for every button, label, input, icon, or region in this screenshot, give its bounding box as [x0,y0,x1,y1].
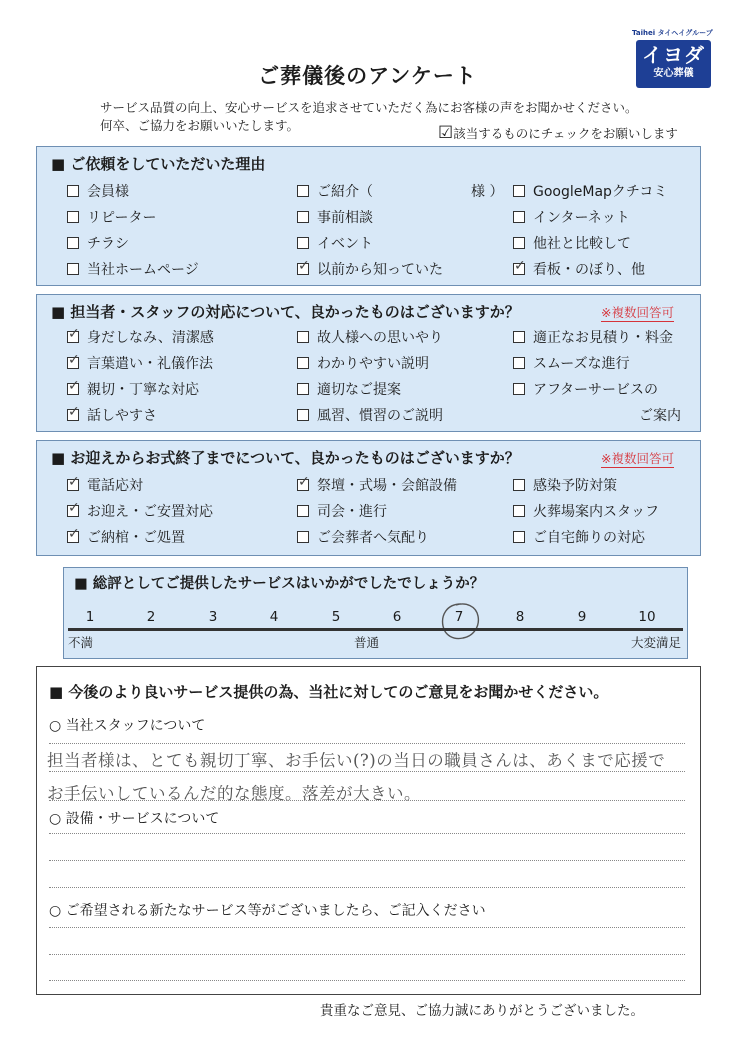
checkbox-icon[interactable] [513,531,525,543]
scale-number[interactable]: 6 [392,609,402,625]
checkbox-icon[interactable] [67,531,79,543]
staff-comment-line-1[interactable]: 担当者様は、とても親切丁寧、お手伝い(?)の当日の職員さんは、あくまで応援で [47,751,666,770]
checkbox-icon[interactable] [297,479,309,491]
q3-option[interactable]: ✓ご納棺・ご処置 [67,529,185,547]
writing-line [49,927,685,928]
scale-number[interactable]: 1 [85,609,95,625]
scale-mid-label: 普通 [354,635,380,650]
scale-number[interactable]: 9 [577,609,587,625]
logo-tagline: 安心葬儀 [653,68,694,79]
check-note-text: 該当するものにチェックをお願いします [453,126,678,141]
q3-option[interactable]: ✓お迎え・ご安置対応 [67,503,213,521]
q1-option[interactable]: ご紹介（ 様 ） [297,183,503,201]
checkbox-icon[interactable] [297,383,309,395]
writing-line [49,954,685,955]
writing-line [49,800,685,801]
q1-option[interactable]: チラシ [67,235,129,253]
q3-panel [36,440,701,556]
q2-option[interactable]: わかりやすい説明 [297,355,429,373]
checkbox-icon[interactable] [513,331,525,343]
checkbox-icon[interactable] [297,531,309,543]
q3-option[interactable]: ご自宅飾りの対応 [513,529,645,547]
q2-option[interactable]: ✓親切・丁寧な対応 [67,381,199,399]
checkbox-icon[interactable] [513,505,525,517]
feedback-heading: ■ 今後のより良いサービス提供の為、当社に対してのご意見をお聞かせください。 [49,683,609,701]
checkbox-icon[interactable] [513,263,525,275]
checkbox-icon[interactable] [297,409,309,421]
q2-heading: ■ 担当者・スタッフの対応について、良かったものはございますか？ [51,303,520,321]
checkbox-icon[interactable] [513,211,525,223]
q3-option[interactable]: 感染予防対策 [513,477,617,495]
q4-heading: ■ 総評としてご提供したサービスはいかがでしたでしょうか？ [74,576,485,592]
q2-option[interactable]: アフターサービスの [513,381,658,399]
writing-line [49,833,685,834]
scale-number[interactable]: 8 [515,609,525,625]
q1-heading: ■ ご依頼をしていただいた理由 [51,155,266,173]
staff-label: ○ 当社スタッフについて [49,718,206,734]
checkbox-icon[interactable] [67,357,79,369]
checkbox-icon[interactable] [67,383,79,395]
q4-panel [63,567,688,659]
scale-line [68,628,683,631]
facility-label: ○ 設備・サービスについて [49,811,220,827]
scale-number[interactable]: 2 [146,609,156,625]
q2-option[interactable]: 風習、慣習のご説明 [297,407,443,425]
page-title: ご葬儀後のアンケート [258,64,477,88]
q1-option[interactable]: 他社と比較して [513,235,631,253]
checkbox-icon[interactable] [67,409,79,421]
checkbox-icon[interactable] [67,479,79,491]
q1-option[interactable]: 会員様 [67,183,129,201]
thanks-text: 貴重なご意見、ご協力誠にありがとうございました。 [320,1003,644,1019]
check-mark-icon: ☑ [438,123,454,143]
feedback-panel [36,666,701,995]
intro-line-2: 何卒、ご協力をお願いいたします。 [100,118,300,133]
q1-option[interactable]: インターネット [513,209,630,227]
q2-option[interactable]: 故人様への思いやり [297,329,443,347]
check-note [438,123,678,143]
q2-option-continuation: ご案内 [639,408,681,424]
scale-number[interactable]: 5 [331,609,341,625]
q1-option[interactable]: ✓ 以前から知っていた [297,261,443,279]
q2-multi-note: ※複数回答可 [601,305,674,320]
selection-circle-icon [436,598,486,646]
checkbox-icon[interactable] [513,383,525,395]
staff-comment-line-2[interactable]: お手伝いしているんだ的な態度。落差が大きい。 [47,784,421,803]
q2-option[interactable]: ✓話しやすさ [67,407,157,425]
checkbox-icon[interactable] [67,237,79,249]
logo-name: イヨダ [642,43,705,67]
q1-option[interactable]: GoogleMapクチコミ [513,183,667,201]
q1-option[interactable]: ✓ 看板・のぼり、他 [513,261,645,279]
q1-option[interactable]: 事前相談 [297,209,373,227]
checkbox-icon[interactable] [67,263,79,275]
q1-panel [36,146,701,286]
writing-line [49,860,685,861]
checkbox-icon[interactable] [67,331,79,343]
checkbox-icon[interactable] [297,185,309,197]
q3-option[interactable]: ✓ 祭壇・式場・会館設備 [297,477,457,495]
q3-option[interactable]: 司会・進行 [297,503,387,521]
writing-line [49,980,685,981]
checkbox-icon[interactable] [297,237,309,249]
checkbox-icon[interactable] [297,357,309,369]
checkbox-icon[interactable] [513,357,525,369]
checkbox-icon[interactable] [513,479,525,491]
checkbox-icon[interactable] [297,331,309,343]
q2-option[interactable]: 適切なご提案 [297,381,401,399]
q3-option[interactable]: 火葬場案内スタッフ [513,503,659,521]
q1-option[interactable]: リピーター [67,209,156,227]
writing-line [49,887,685,888]
q1-option[interactable]: 当社ホームページ [67,261,199,279]
scale-low-label: 不満 [68,635,94,650]
q2-option[interactable]: ✓身だしなみ、清潔感 [67,329,214,347]
writing-line [49,771,685,772]
q2-option[interactable]: 適正なお見積り・料金 [513,329,673,347]
q3-option[interactable]: ご会葬者へ気配り [297,529,429,547]
scale-number[interactable]: 10 [638,609,656,625]
q2-option[interactable]: スムーズな進行 [513,355,630,373]
q2-option[interactable]: ✓言葉遣い・礼儀作法 [67,355,213,373]
checkbox-icon[interactable] [513,185,525,197]
q3-heading: ■ お迎えからお式終了までについて、良かったものはございますか？ [51,449,520,467]
checkbox-icon[interactable] [67,185,79,197]
writing-line [49,743,685,744]
scale-number-selected[interactable]: 7 [454,609,464,625]
q2-panel [36,294,701,432]
checkbox-icon[interactable] [513,237,525,249]
q3-option[interactable]: ✓電話応対 [67,477,143,495]
checkbox-icon[interactable] [297,211,309,223]
intro-line-1: サービス品質の向上、安心サービスを追求させていただく為にお客様の声をお聞かせください。 [100,100,638,115]
logo-group-text: Taihei タイヘイグループ [632,29,713,37]
checkbox-icon[interactable] [297,505,309,517]
q1-option[interactable]: イベント [297,235,373,253]
request-label: ○ ご希望される新たなサービス等がございましたら、ご記入ください [49,903,486,919]
checkbox-icon[interactable] [297,263,309,275]
checkbox-icon[interactable] [67,211,79,223]
q3-multi-note: ※複数回答可 [601,451,674,466]
scale-number[interactable]: 3 [208,609,218,625]
checkbox-icon[interactable] [67,505,79,517]
scale-high-label: 大変満足 [630,635,681,650]
scale-number[interactable]: 4 [269,609,279,625]
